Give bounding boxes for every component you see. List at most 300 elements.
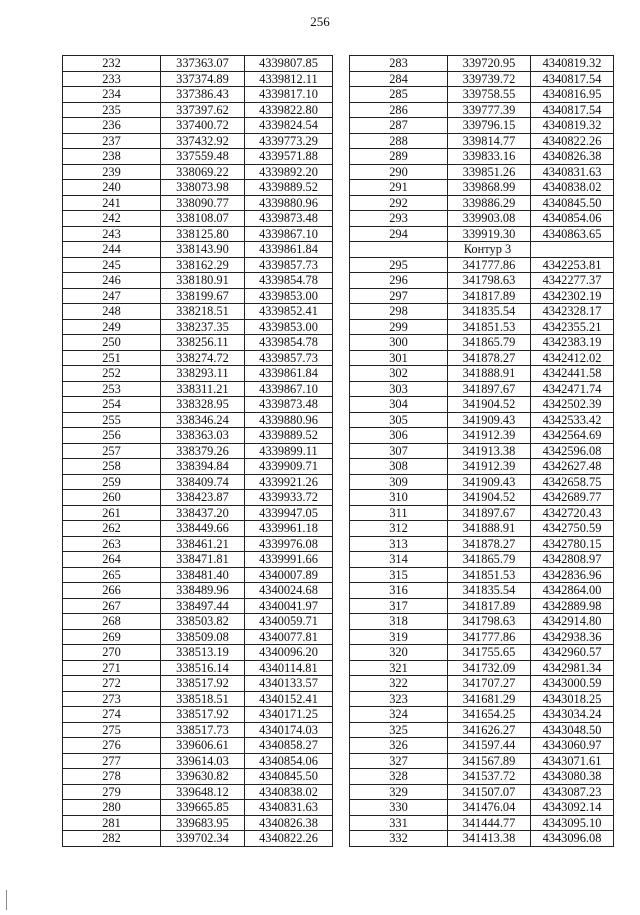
table-row [350,319,614,335]
point-number-cell: 283 [350,56,448,72]
y-coordinate-cell: 4339822.80 [245,102,333,118]
table-row [350,598,614,614]
x-coordinate-cell: 337432.92 [161,133,245,149]
x-coordinate-cell: 339683.95 [161,815,245,831]
x-coordinate-cell: 339796.15 [448,118,531,134]
x-coordinate-cell: 337363.07 [161,56,245,72]
table-row [63,273,333,289]
x-coordinate-cell: 341912.39 [448,459,531,475]
y-coordinate-cell: 4340822.26 [531,133,614,149]
point-number-cell: 281 [63,815,161,831]
x-coordinate-cell: 338090.77 [161,195,245,211]
x-coordinate-cell: 341865.79 [448,552,531,568]
x-coordinate-cell: 338073.98 [161,180,245,196]
y-coordinate-cell: 4339880.96 [245,195,333,211]
point-number-cell: 256 [63,428,161,444]
y-coordinate-cell: 4342596.08 [531,443,614,459]
table-row [63,366,333,382]
y-coordinate-cell [531,242,614,258]
table-row [63,211,333,227]
y-coordinate-cell: 4339991.66 [245,552,333,568]
y-coordinate-cell: 4340838.02 [531,180,614,196]
table-row [63,645,333,661]
y-coordinate-cell: 4339807.85 [245,56,333,72]
y-coordinate-cell: 4340817.54 [531,71,614,87]
x-coordinate-cell: 338437.20 [161,505,245,521]
y-coordinate-cell: 4342864.00 [531,583,614,599]
x-coordinate-cell: 339903.08 [448,211,531,227]
y-coordinate-cell: 4342533.42 [531,412,614,428]
x-coordinate-cell: 341626.27 [448,722,531,738]
x-coordinate-cell: 341904.52 [448,490,531,506]
y-coordinate-cell: 4340826.38 [245,815,333,831]
scan-edge-mark [6,890,7,910]
y-coordinate-cell: 4339861.84 [245,242,333,258]
point-number-cell: 248 [63,304,161,320]
table-row [63,567,333,583]
x-coordinate-cell: 339833.16 [448,149,531,165]
table-row [63,164,333,180]
x-coordinate-cell: 338518.51 [161,691,245,707]
x-coordinate-cell: 338517.73 [161,722,245,738]
table-row [63,800,333,816]
point-number-cell: 233 [63,71,161,87]
point-number-cell: 268 [63,614,161,630]
table-row [63,319,333,335]
point-number-cell: 312 [350,521,448,537]
x-coordinate-cell: 338237.35 [161,319,245,335]
point-number-cell: 291 [350,180,448,196]
table-row [63,784,333,800]
y-coordinate-cell: 4340171.25 [245,707,333,723]
point-number-cell: 263 [63,536,161,552]
table-row [63,753,333,769]
x-coordinate-cell: 341835.54 [448,304,531,320]
y-coordinate-cell: 4340114.81 [245,660,333,676]
x-coordinate-cell: 341707.27 [448,676,531,692]
y-coordinate-cell: 4342412.02 [531,350,614,366]
point-number-cell: 287 [350,118,448,134]
y-coordinate-cell: 4343071.61 [531,753,614,769]
point-number-cell: 313 [350,536,448,552]
y-coordinate-cell: 4339824.54 [245,118,333,134]
x-coordinate-cell: 341888.91 [448,366,531,382]
point-number-cell: 265 [63,567,161,583]
table-row [350,195,614,211]
point-number-cell: 324 [350,707,448,723]
point-number-cell: 253 [63,381,161,397]
y-coordinate-cell: 4339773.29 [245,133,333,149]
y-coordinate-cell: 4339873.48 [245,397,333,413]
x-coordinate-cell: 339868.99 [448,180,531,196]
table-row [350,815,614,831]
table-row [63,381,333,397]
point-number-cell: 327 [350,753,448,769]
table-row [350,629,614,645]
table-row [63,769,333,785]
point-number-cell: 282 [63,831,161,847]
y-coordinate-cell: 4342836.96 [531,567,614,583]
point-number-cell: 328 [350,769,448,785]
point-number-cell: 309 [350,474,448,490]
y-coordinate-cell: 4342689.77 [531,490,614,506]
table-row [350,87,614,103]
point-number-cell: 249 [63,319,161,335]
x-coordinate-cell: 341567.89 [448,753,531,769]
coordinates-table-left [62,55,333,847]
y-coordinate-cell: 4343000.59 [531,676,614,692]
x-coordinate-cell: 338256.11 [161,335,245,351]
x-coordinate-cell: 339630.82 [161,769,245,785]
y-coordinate-cell: 4340819.32 [531,56,614,72]
y-coordinate-cell: 4339976.08 [245,536,333,552]
table-row [63,676,333,692]
y-coordinate-cell: 4340007.89 [245,567,333,583]
y-coordinate-cell: 4339853.00 [245,319,333,335]
x-coordinate-cell: 338346.24 [161,412,245,428]
y-coordinate-cell: 4339947.05 [245,505,333,521]
page-number: 256 [310,14,330,29]
x-coordinate-cell: 341798.63 [448,614,531,630]
y-coordinate-cell: 4342383.19 [531,335,614,351]
table-row [63,304,333,320]
x-coordinate-cell: 337374.89 [161,71,245,87]
table-row [63,87,333,103]
section-title-cell: Контур 3 [448,242,531,258]
table-row [63,350,333,366]
table-row [350,56,614,72]
table-row [350,102,614,118]
point-number-cell: 331 [350,815,448,831]
point-number-cell: 326 [350,738,448,754]
point-number-cell: 307 [350,443,448,459]
y-coordinate-cell: 4342564.69 [531,428,614,444]
point-number-cell: 234 [63,87,161,103]
table-row [350,645,614,661]
point-number-cell: 288 [350,133,448,149]
x-coordinate-cell: 338274.72 [161,350,245,366]
y-coordinate-cell: 4339867.10 [245,381,333,397]
point-number-cell: 285 [350,87,448,103]
table-row [350,738,614,754]
x-coordinate-cell: 341835.54 [448,583,531,599]
x-coordinate-cell: 339777.39 [448,102,531,118]
y-coordinate-cell: 4340816.95 [531,87,614,103]
x-coordinate-cell: 341913.38 [448,443,531,459]
point-number-cell: 304 [350,397,448,413]
point-number-cell: 272 [63,676,161,692]
y-coordinate-cell: 4339889.52 [245,428,333,444]
point-number-cell: 294 [350,226,448,242]
table-row [350,676,614,692]
x-coordinate-cell: 341865.79 [448,335,531,351]
y-coordinate-cell: 4339857.73 [245,257,333,273]
point-number-cell: 237 [63,133,161,149]
point-number-cell: 275 [63,722,161,738]
point-number-cell [350,242,448,258]
y-coordinate-cell: 4343092.14 [531,800,614,816]
point-number-cell: 241 [63,195,161,211]
y-coordinate-cell: 4339812.11 [245,71,333,87]
y-coordinate-cell: 4342658.75 [531,474,614,490]
x-coordinate-cell: 341597.44 [448,738,531,754]
point-number-cell: 280 [63,800,161,816]
y-coordinate-cell: 4339889.52 [245,180,333,196]
x-coordinate-cell: 341681.29 [448,691,531,707]
table-row [350,660,614,676]
table-row [350,381,614,397]
point-number-cell: 306 [350,428,448,444]
point-number-cell: 258 [63,459,161,475]
x-coordinate-cell: 341878.27 [448,536,531,552]
y-coordinate-cell: 4340858.27 [245,738,333,754]
table-row [63,536,333,552]
point-number-cell: 314 [350,552,448,568]
point-number-cell: 322 [350,676,448,692]
point-number-cell: 318 [350,614,448,630]
point-number-cell: 302 [350,366,448,382]
table-row [63,738,333,754]
point-number-cell: 297 [350,288,448,304]
point-number-cell: 316 [350,583,448,599]
point-number-cell: 244 [63,242,161,258]
table-row [350,784,614,800]
table-row [350,505,614,521]
x-coordinate-cell: 338503.82 [161,614,245,630]
y-coordinate-cell: 4339857.73 [245,350,333,366]
x-coordinate-cell: 338363.03 [161,428,245,444]
x-coordinate-cell: 338199.67 [161,288,245,304]
x-coordinate-cell: 339720.95 [448,56,531,72]
table-row [350,536,614,552]
table-row [350,211,614,227]
coordinates-table-right [349,55,614,847]
point-number-cell: 317 [350,598,448,614]
y-coordinate-cell: 4340096.20 [245,645,333,661]
table-row [350,133,614,149]
table-row [63,614,333,630]
y-coordinate-cell: 4340826.38 [531,149,614,165]
y-coordinate-cell: 4342302.19 [531,288,614,304]
point-number-cell: 246 [63,273,161,289]
x-coordinate-cell: 338449.66 [161,521,245,537]
table-row [350,428,614,444]
y-coordinate-cell: 4340822.26 [245,831,333,847]
point-number-cell: 274 [63,707,161,723]
x-coordinate-cell: 338143.90 [161,242,245,258]
point-number-cell: 277 [63,753,161,769]
point-number-cell: 315 [350,567,448,583]
x-coordinate-cell: 338108.07 [161,211,245,227]
y-coordinate-cell: 4339571.88 [245,149,333,165]
x-coordinate-cell: 338069.22 [161,164,245,180]
table-row [350,412,614,428]
y-coordinate-cell: 4339817.10 [245,87,333,103]
y-coordinate-cell: 4339961.18 [245,521,333,537]
y-coordinate-cell: 4342471.74 [531,381,614,397]
x-coordinate-cell: 341851.53 [448,567,531,583]
point-number-cell: 323 [350,691,448,707]
table-row [350,474,614,490]
table-row [63,691,333,707]
point-number-cell: 296 [350,273,448,289]
y-coordinate-cell: 4340845.50 [245,769,333,785]
point-number-cell: 303 [350,381,448,397]
point-number-cell: 232 [63,56,161,72]
point-number-cell: 245 [63,257,161,273]
point-number-cell: 320 [350,645,448,661]
table-row [63,257,333,273]
x-coordinate-cell: 338293.11 [161,366,245,382]
table-row [63,831,333,847]
x-coordinate-cell: 339702.34 [161,831,245,847]
table-row [350,257,614,273]
table-row [63,195,333,211]
point-number-cell: 236 [63,118,161,134]
table-row [63,133,333,149]
y-coordinate-cell: 4342938.36 [531,629,614,645]
x-coordinate-cell: 341909.43 [448,412,531,428]
point-number-cell: 259 [63,474,161,490]
y-coordinate-cell: 4339854.78 [245,335,333,351]
table-row [350,800,614,816]
table-row [350,722,614,738]
table-row [63,180,333,196]
point-number-cell: 300 [350,335,448,351]
table-row [350,753,614,769]
x-coordinate-cell: 341777.86 [448,629,531,645]
x-coordinate-cell: 339886.29 [448,195,531,211]
y-coordinate-cell: 4340152.41 [245,691,333,707]
table-row [63,397,333,413]
table-row [350,164,614,180]
x-coordinate-cell: 341897.67 [448,381,531,397]
y-coordinate-cell: 4340838.02 [245,784,333,800]
x-coordinate-cell: 341909.43 [448,474,531,490]
y-coordinate-cell: 4342780.15 [531,536,614,552]
y-coordinate-cell: 4342889.98 [531,598,614,614]
y-coordinate-cell: 4340845.50 [531,195,614,211]
point-number-cell: 261 [63,505,161,521]
point-number-cell: 242 [63,211,161,227]
y-coordinate-cell: 4339880.96 [245,412,333,428]
point-number-cell: 286 [350,102,448,118]
point-number-cell: 290 [350,164,448,180]
y-coordinate-cell: 4342808.97 [531,552,614,568]
table-row [63,428,333,444]
table-row [350,831,614,847]
point-number-cell: 329 [350,784,448,800]
y-coordinate-cell: 4340819.32 [531,118,614,134]
table-row [350,459,614,475]
x-coordinate-cell: 339665.85 [161,800,245,816]
x-coordinate-cell: 338423.87 [161,490,245,506]
x-coordinate-cell: 339614.03 [161,753,245,769]
y-coordinate-cell: 4342328.17 [531,304,614,320]
x-coordinate-cell: 341507.07 [448,784,531,800]
point-number-cell: 255 [63,412,161,428]
x-coordinate-cell: 338461.21 [161,536,245,552]
y-coordinate-cell: 4342253.81 [531,257,614,273]
x-coordinate-cell: 338509.08 [161,629,245,645]
y-coordinate-cell: 4339867.10 [245,226,333,242]
point-number-cell: 260 [63,490,161,506]
x-coordinate-cell: 341897.67 [448,505,531,521]
x-coordinate-cell: 341755.65 [448,645,531,661]
table-row [63,118,333,134]
table-row [350,226,614,242]
table-row [63,56,333,72]
y-coordinate-cell: 4339909.71 [245,459,333,475]
table-row [63,71,333,87]
y-coordinate-cell: 4339921.26 [245,474,333,490]
table-row [350,397,614,413]
table-row [350,490,614,506]
table-row [63,583,333,599]
y-coordinate-cell: 4339892.20 [245,164,333,180]
table-row [63,552,333,568]
point-number-cell: 254 [63,397,161,413]
table-row [350,443,614,459]
point-number-cell: 235 [63,102,161,118]
y-coordinate-cell: 4342355.21 [531,319,614,335]
x-coordinate-cell: 338497.44 [161,598,245,614]
x-coordinate-cell: 341732.09 [448,660,531,676]
point-number-cell: 266 [63,583,161,599]
point-number-cell: 270 [63,645,161,661]
y-coordinate-cell: 4342720.43 [531,505,614,521]
point-number-cell: 250 [63,335,161,351]
point-number-cell: 310 [350,490,448,506]
x-coordinate-cell: 341904.52 [448,397,531,413]
table-row [63,521,333,537]
point-number-cell: 325 [350,722,448,738]
x-coordinate-cell: 341888.91 [448,521,531,537]
y-coordinate-cell: 4339853.00 [245,288,333,304]
table-row [350,583,614,599]
x-coordinate-cell: 338328.95 [161,397,245,413]
y-coordinate-cell: 4342914.80 [531,614,614,630]
table-row [63,660,333,676]
point-number-cell: 240 [63,180,161,196]
point-number-cell: 269 [63,629,161,645]
y-coordinate-cell: 4340831.63 [245,800,333,816]
x-coordinate-cell: 338516.14 [161,660,245,676]
table-row [63,505,333,521]
y-coordinate-cell: 4342960.57 [531,645,614,661]
x-coordinate-cell: 338481.40 [161,567,245,583]
point-number-cell: 247 [63,288,161,304]
y-coordinate-cell: 4339873.48 [245,211,333,227]
x-coordinate-cell: 337386.43 [161,87,245,103]
table-row [63,815,333,831]
y-coordinate-cell: 4342502.39 [531,397,614,413]
table-row [63,149,333,165]
y-coordinate-cell: 4340831.63 [531,164,614,180]
y-coordinate-cell: 4340854.06 [245,753,333,769]
y-coordinate-cell: 4343095.10 [531,815,614,831]
table-row [63,412,333,428]
y-coordinate-cell: 4340854.06 [531,211,614,227]
y-coordinate-cell: 4343087.23 [531,784,614,800]
x-coordinate-cell: 341817.89 [448,598,531,614]
y-coordinate-cell: 4343060.97 [531,738,614,754]
x-coordinate-cell: 338394.84 [161,459,245,475]
y-coordinate-cell: 4339852.41 [245,304,333,320]
y-coordinate-cell: 4342441.58 [531,366,614,382]
point-number-cell: 276 [63,738,161,754]
y-coordinate-cell: 4340059.71 [245,614,333,630]
